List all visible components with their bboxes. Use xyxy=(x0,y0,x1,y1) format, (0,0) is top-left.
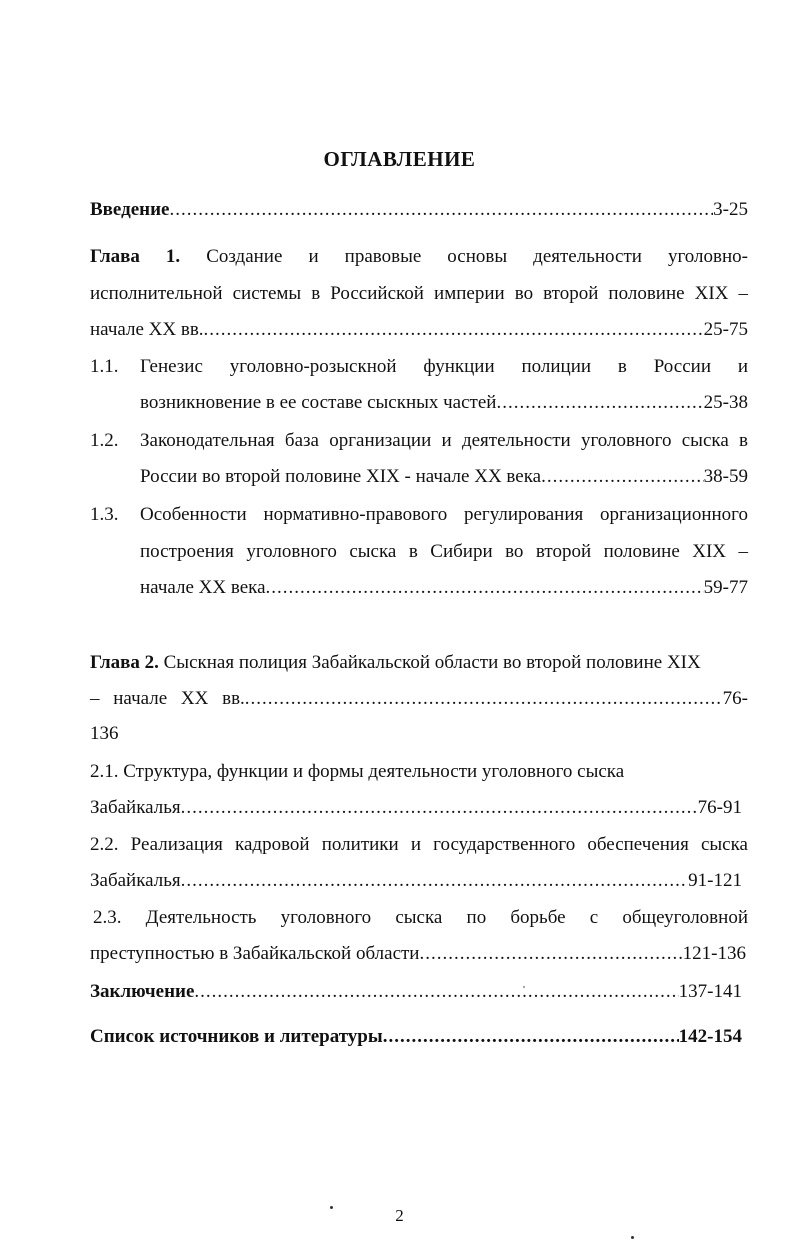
section-1-1-line1: Генезис уголовно-розыскной функции полиции в России и xyxy=(140,356,748,377)
toc-entry-chapter2 xyxy=(90,687,748,711)
section-2-2-pages: 91-121 xyxy=(688,870,742,891)
section-1-3-line2: построения уголовного сыска в Сибири во второй половине XIX – xyxy=(140,541,748,562)
toc-entry-section-1-3 xyxy=(140,576,748,600)
dot-leader xyxy=(419,942,682,966)
chapter2-text-line1: Сыскная полиция Забайкальской области во второй половине XIX xyxy=(163,652,701,673)
section-2-3-line1: 2.3. Деятельность уголовного сыска по борьбе с общеуголовной xyxy=(93,907,748,928)
section-1-2-line2: России во второй половине XIX - начале XX века xyxy=(140,466,542,487)
section-1-1-number: 1.1. xyxy=(90,356,119,377)
dot-leader xyxy=(204,318,704,342)
section-1-3-number: 1.3. xyxy=(90,504,119,525)
toc-entry-section-1-1 xyxy=(140,391,748,415)
section-2-1-pages: 76-91 xyxy=(697,797,742,818)
section-2-2-line1: 2.2. Реализация кадровой политики и государственного обеспечения сыска xyxy=(90,834,748,855)
dot-leader xyxy=(245,687,723,711)
section-1-3-pages: 59-77 xyxy=(703,577,748,598)
chapter2-line1 xyxy=(90,651,748,675)
chapter1-prefix: Глава 1. xyxy=(90,246,181,267)
section-2-1-line2: Забайкалья xyxy=(90,797,181,818)
chapter1-line2: исполнительной системы в Российской империи во второй половине XIX – xyxy=(90,283,748,304)
section-2-2-line2: Забайкалья xyxy=(90,870,181,891)
dot-leader xyxy=(194,980,678,1004)
section-2-3-line2: преступностью в Забайкальской области xyxy=(90,943,420,964)
page-number: 2 xyxy=(395,1206,404,1225)
sources-label: Список источников и литературы xyxy=(90,1026,383,1047)
dot-leader xyxy=(181,869,689,893)
section-1-1-pages: 25-38 xyxy=(703,392,748,413)
section-2-1-line1: 2.1. Структура, функции и формы деятельности уголовного сыска xyxy=(90,761,625,782)
section-1-2-line1: Законодательная база организации и деятельности уголовного сыска в xyxy=(140,430,748,451)
dot-leader xyxy=(266,576,704,600)
intro-pages: 3-25 xyxy=(713,199,748,220)
toc-entry-intro xyxy=(90,198,748,222)
chapter2-prefix: Глава 2. xyxy=(90,652,159,673)
section-2-3-pages: 121-136 xyxy=(682,943,746,964)
dot-leader xyxy=(496,391,703,415)
section-1-3-line1: Особенности нормативно-правового регулирования организационного xyxy=(140,504,748,525)
section-1-2-number: 1.2. xyxy=(90,430,119,451)
chapter1-line1 xyxy=(90,245,748,269)
page-title: ОГЛАВЛЕНИЕ xyxy=(323,147,476,171)
toc-entry-section-2-2 xyxy=(90,869,742,893)
dot-leader xyxy=(541,465,704,489)
chapter1-pages: 25-75 xyxy=(703,319,748,340)
dot-leader xyxy=(181,796,698,820)
sources-pages: 142-154 xyxy=(678,1026,742,1047)
toc-entry-section-2-3 xyxy=(90,942,746,966)
section-1-3-line3: начале XX века xyxy=(140,577,266,598)
dot-leader xyxy=(383,1025,679,1049)
toc-entry-chapter1 xyxy=(90,318,748,342)
scan-speck xyxy=(631,1236,634,1239)
conclusion-label: Заключение xyxy=(90,981,195,1002)
chapter2-text-line2: – начале XX вв. xyxy=(90,688,245,709)
section-1-2-pages: 38-59 xyxy=(703,466,748,487)
scan-speck xyxy=(523,986,525,988)
chapter2-pages-part2: 136 xyxy=(90,723,119,744)
chapter1-text-line1: Создание и правовые основы деятельности уголовно- xyxy=(206,246,748,267)
dot-leader xyxy=(170,198,714,222)
toc-entry-sources xyxy=(90,1025,742,1049)
toc-entry-section-1-2 xyxy=(140,465,748,489)
chapter2-pages-part1: 76- xyxy=(722,688,748,709)
section-1-1-line2: возникновение в ее составе сыскных частей xyxy=(140,392,497,413)
toc-entry-section-2-1 xyxy=(90,796,742,820)
intro-label: Введение xyxy=(90,199,170,220)
conclusion-pages: 137-141 xyxy=(678,981,742,1002)
chapter1-text-line3: начале XX вв. xyxy=(90,319,204,340)
toc-entry-conclusion xyxy=(90,980,742,1004)
